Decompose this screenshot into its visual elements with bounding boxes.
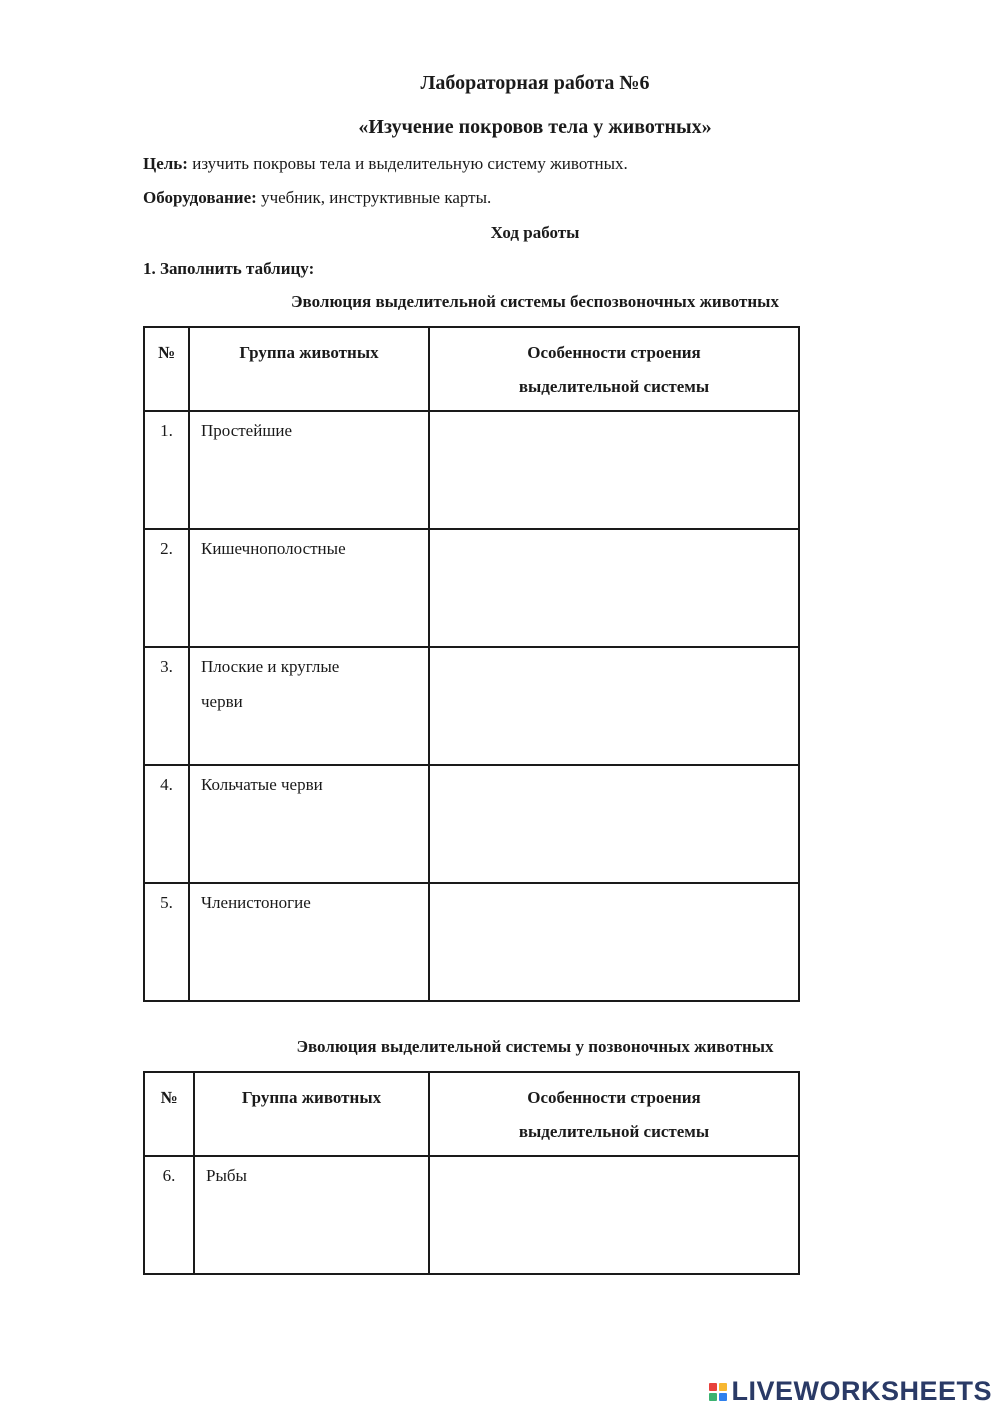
goal-text: изучить покровы тела и выделительную систему животных.	[187, 154, 628, 173]
row-num: 5.	[144, 883, 189, 1001]
row-group	[189, 647, 429, 765]
row-group: Кишечнополостные	[189, 529, 429, 647]
header-features-line2: выделительной системы	[518, 377, 710, 396]
row-num: 3.	[144, 647, 189, 765]
table-row	[144, 765, 799, 883]
row-num: 4.	[144, 765, 189, 883]
equipment-text: учебник, инструктивные карты.	[256, 188, 492, 207]
logo-square-green	[709, 1393, 717, 1401]
table-invertebrates	[143, 326, 800, 1002]
row-num: 2.	[144, 529, 189, 647]
table-vertebrates	[143, 1071, 800, 1275]
table-row	[144, 411, 799, 529]
table-row	[144, 883, 799, 1001]
document-title: Лабораторная работа №6	[420, 72, 650, 94]
header-group: Группа животных	[194, 1072, 429, 1156]
row-group: Простейшие	[189, 411, 429, 529]
goal-label: Цель:	[143, 154, 188, 173]
table-row	[144, 647, 799, 765]
header-features	[429, 1072, 799, 1156]
answer-cell[interactable]	[429, 765, 799, 883]
equipment-line	[143, 188, 491, 208]
liveworksheets-brand[interactable]	[709, 1376, 992, 1407]
header-group: Группа животных	[189, 327, 429, 411]
table-row	[144, 1156, 799, 1274]
row-group-line1: Плоские и круглые	[201, 657, 340, 676]
table-row	[144, 529, 799, 647]
answer-cell[interactable]	[429, 529, 799, 647]
answer-cell[interactable]	[429, 1156, 799, 1274]
row-num: 6.	[144, 1156, 194, 1274]
header-features	[429, 327, 799, 411]
table2-header-row	[144, 1072, 799, 1156]
table1-header-row	[144, 327, 799, 411]
row-group: Кольчатые черви	[189, 765, 429, 883]
logo-square-blue	[719, 1393, 727, 1401]
header-num: №	[144, 1072, 194, 1156]
table1-caption: Эволюция выделительной системы беспозвоночных животных	[291, 292, 779, 311]
task-1: 1. Заполнить таблицу:	[143, 259, 315, 278]
answer-cell[interactable]	[429, 883, 799, 1001]
row-group: Рыбы	[194, 1156, 429, 1274]
procedure-heading: Ход работы	[490, 223, 580, 242]
header-features-line2: выделительной системы	[518, 1122, 710, 1141]
table2-caption: Эволюция выделительной системы у позвоночных животных	[296, 1037, 774, 1056]
header-features-line1: Особенности строения	[527, 343, 701, 362]
liveworksheets-logo-icon	[709, 1383, 727, 1401]
answer-cell[interactable]	[429, 647, 799, 765]
logo-square-red	[709, 1383, 717, 1391]
header-num: №	[144, 327, 189, 411]
header-features-line1: Особенности строения	[527, 1088, 701, 1107]
answer-cell[interactable]	[429, 411, 799, 529]
brand-name: LIVEWORKSHEETS	[731, 1376, 992, 1406]
logo-square-yellow	[719, 1383, 727, 1391]
row-num: 1.	[144, 411, 189, 529]
row-group: Членистоногие	[189, 883, 429, 1001]
row-group-line2: черви	[201, 692, 243, 711]
document-subtitle: «Изучение покровов тела у животных»	[358, 116, 712, 138]
equipment-label: Оборудование:	[143, 188, 257, 207]
goal-line	[143, 154, 628, 174]
